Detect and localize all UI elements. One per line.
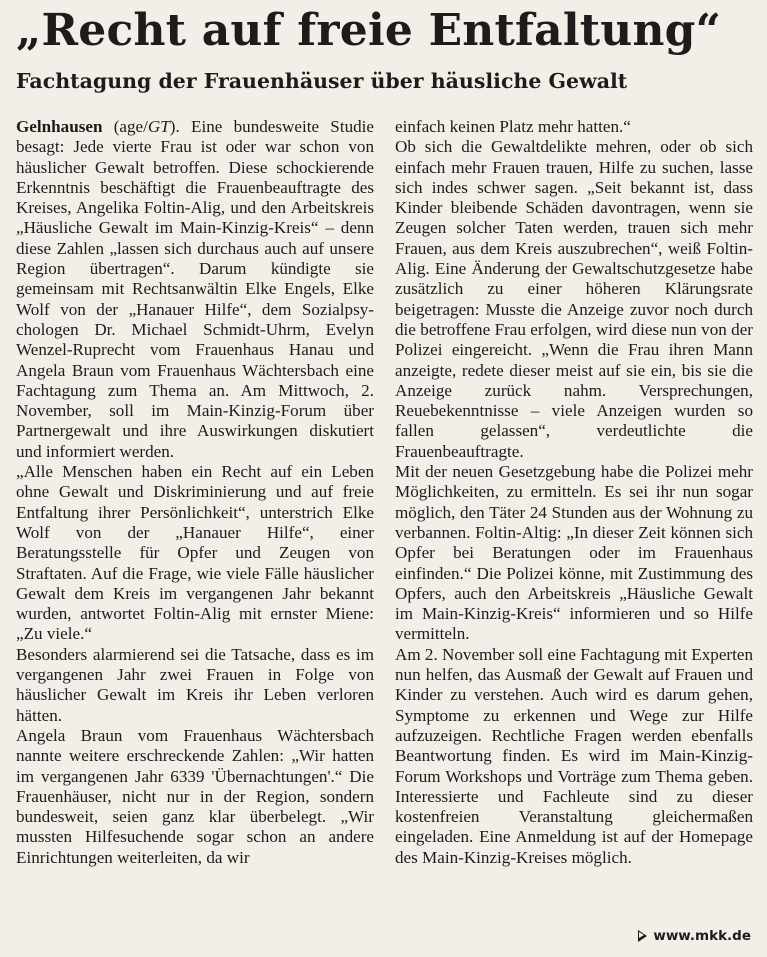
paragraph: einfach keinen Platz mehr hatten.“ [395, 117, 631, 136]
website-link-text[interactable]: www.mkk.de [653, 927, 751, 944]
source-open: (age/ [102, 117, 148, 136]
article-headline: „Recht auf freie Entfaltung“ [16, 5, 722, 56]
source-close: ). [169, 117, 191, 136]
paragraph: Mit der neuen Gesetzgebung habe die Polizei mehr Möglichkeiten, zu ermitteln. Es sei ihr nun sogar möglich, den Täter 24 Stunden aus der Wohnung zu verbannen. Foltin-Altig: „In dieser Zeit können sich Opfer bei Beratungen oder im Frauenhaus einfinden.“ Die Polizei könne, mit Zustimmung des Opfers, auch den Arbeitskreis „Häusliche Gewalt im Main-Kinzig-Kreis“ informieren und so Hilfe vermitteln. [395, 462, 753, 644]
right-column [395, 117, 753, 868]
paragraph: Ob sich die Gewaltdelikte mehren, oder ob sich einfach mehr Frauen trauen, Hilfe zu suchen, lasse sich indes schwer sagen. „Seit bekannt ist, dass Kinder bleibende Schäden davontragen, wenn sie Zeugen solcher Taten werden, trauen sich mehr Frauen, aus dem Kreis auszubrechen“, weiß Foltin-Alig. Eine Änderung der Gewaltschutzgesetze habe zusätzlich zu einer höheren Klärungsrate beigetragen: Musste die Anzeige zuvor noch durch die betroffene Frau erfolgen, wird diese nun von der Polizei eingereicht. „Wenn die Frau ihren Mann anzeigte, redete dieser meist auf sie ein, bis sie die Anzeige zurück nahm. Versprechungen, Reuebekenntnisse – viele Anzeigen wurden so fallen gelassen“, verdeutlichte die Frauenbeauftragte. [395, 137, 753, 461]
paragraph [16, 117, 374, 462]
paragraph: Besonders alarmierend sei die Tatsache, dass es im vergangenen Jahr zwei Frauen in Folge von häuslicher Gewalt im Kreis ihr Leben verloren hätten. [16, 644, 374, 725]
paragraph: Am 2. November soll eine Fachtagung mit Experten nun helfen, das Ausmaß der Gewalt auf Frauen und Kinder zu verstehen. Auch wird es darum gehen, Symptome zu erkennen und Wege zur Hilfe aufzuzeigen. Rechtliche Fragen werden ebenfalls Beantwortung finden. Es wird im Main-Kinzig-Forum Workshops und Vorträge zum Thema geben. Interessierte und Fachleute sind zu dieser kostenfreien Veranstaltung gleichermaßen eingeladen. Eine Anmeldung ist auf der Homepage des Main-Kinzig-Kreises möglich. [395, 644, 753, 867]
paragraph: „Alle Menschen haben ein Recht auf ein Leben ohne Gewalt und Diskriminierung und auf freie Entfaltung ihrer Persönlichkeit“, unterstrich Elke Wolf von der „Hanauer Hilfe“, einer Beratungsstelle für Opfer und Zeugen von Straftaten. Auf die Frage, wie viele Fälle häuslicher Gewalt dem Kreis im vergangenen Jahr bekannt wurden, antwortet Foltin-Alig mit ernster Miene: „Zu viele.“ [16, 462, 374, 644]
triangle-arrow-icon [638, 930, 647, 942]
dateline: Gelnhausen [16, 117, 103, 136]
source-tag: GT [147, 117, 170, 136]
paragraph-text: Eine bundesweite Studie besagt: Jede vierte Frau ist oder war schon von häuslicher Gewalt betroffen. Diese schockierende Erkenntnis beschäftigt die Frauenbeauftragte des Kreises, Angelika Foltin-Alig, und den Arbeitskreis „Häusliche Gewalt im Main-Kinzig-Kreis“ – denn diese Zahlen „lassen sich durchaus auch auf unsere Region übertragen“. Darum kündigte sie gemeinsam mit Rechtsanwältin Elke Engels, Elke Wolf von der „Hanauer Hilfe“, dem Sozialpsychologen Dr. Michael Schmidt-Uhrm, Evelyn Wenzel-Ruprecht vom Frauenhaus Hanau und Angela Braun vom Frauenhaus Wächtersbach eine Fachtagung zum Thema an. Am Mittwoch, 2. November, soll im Main-Kinzig-Forum über Partnergewalt und ihre Auswirkungen diskutiert und informiert werden. [16, 117, 374, 461]
paragraph: Angela Braun vom Frauenhaus Wächtersbach nannte weitere erschreckende Zahlen: „Wir hatten im vergangenen Jahr 6339 'Übernachtungen'.“ Die Frauenhäuser, nicht nur in der Region, sondern bundesweit, seien ganz klar überbelegt. „Wir mussten Hilfesuchende sogar schon an andere Einrichtungen weiterleiten, da wir [16, 725, 374, 867]
article-subheadline: Fachtagung der Frauenhäuser über häusliche Gewalt [16, 69, 628, 93]
article-body [16, 117, 753, 868]
left-column [16, 117, 374, 868]
website-link[interactable] [638, 914, 751, 957]
